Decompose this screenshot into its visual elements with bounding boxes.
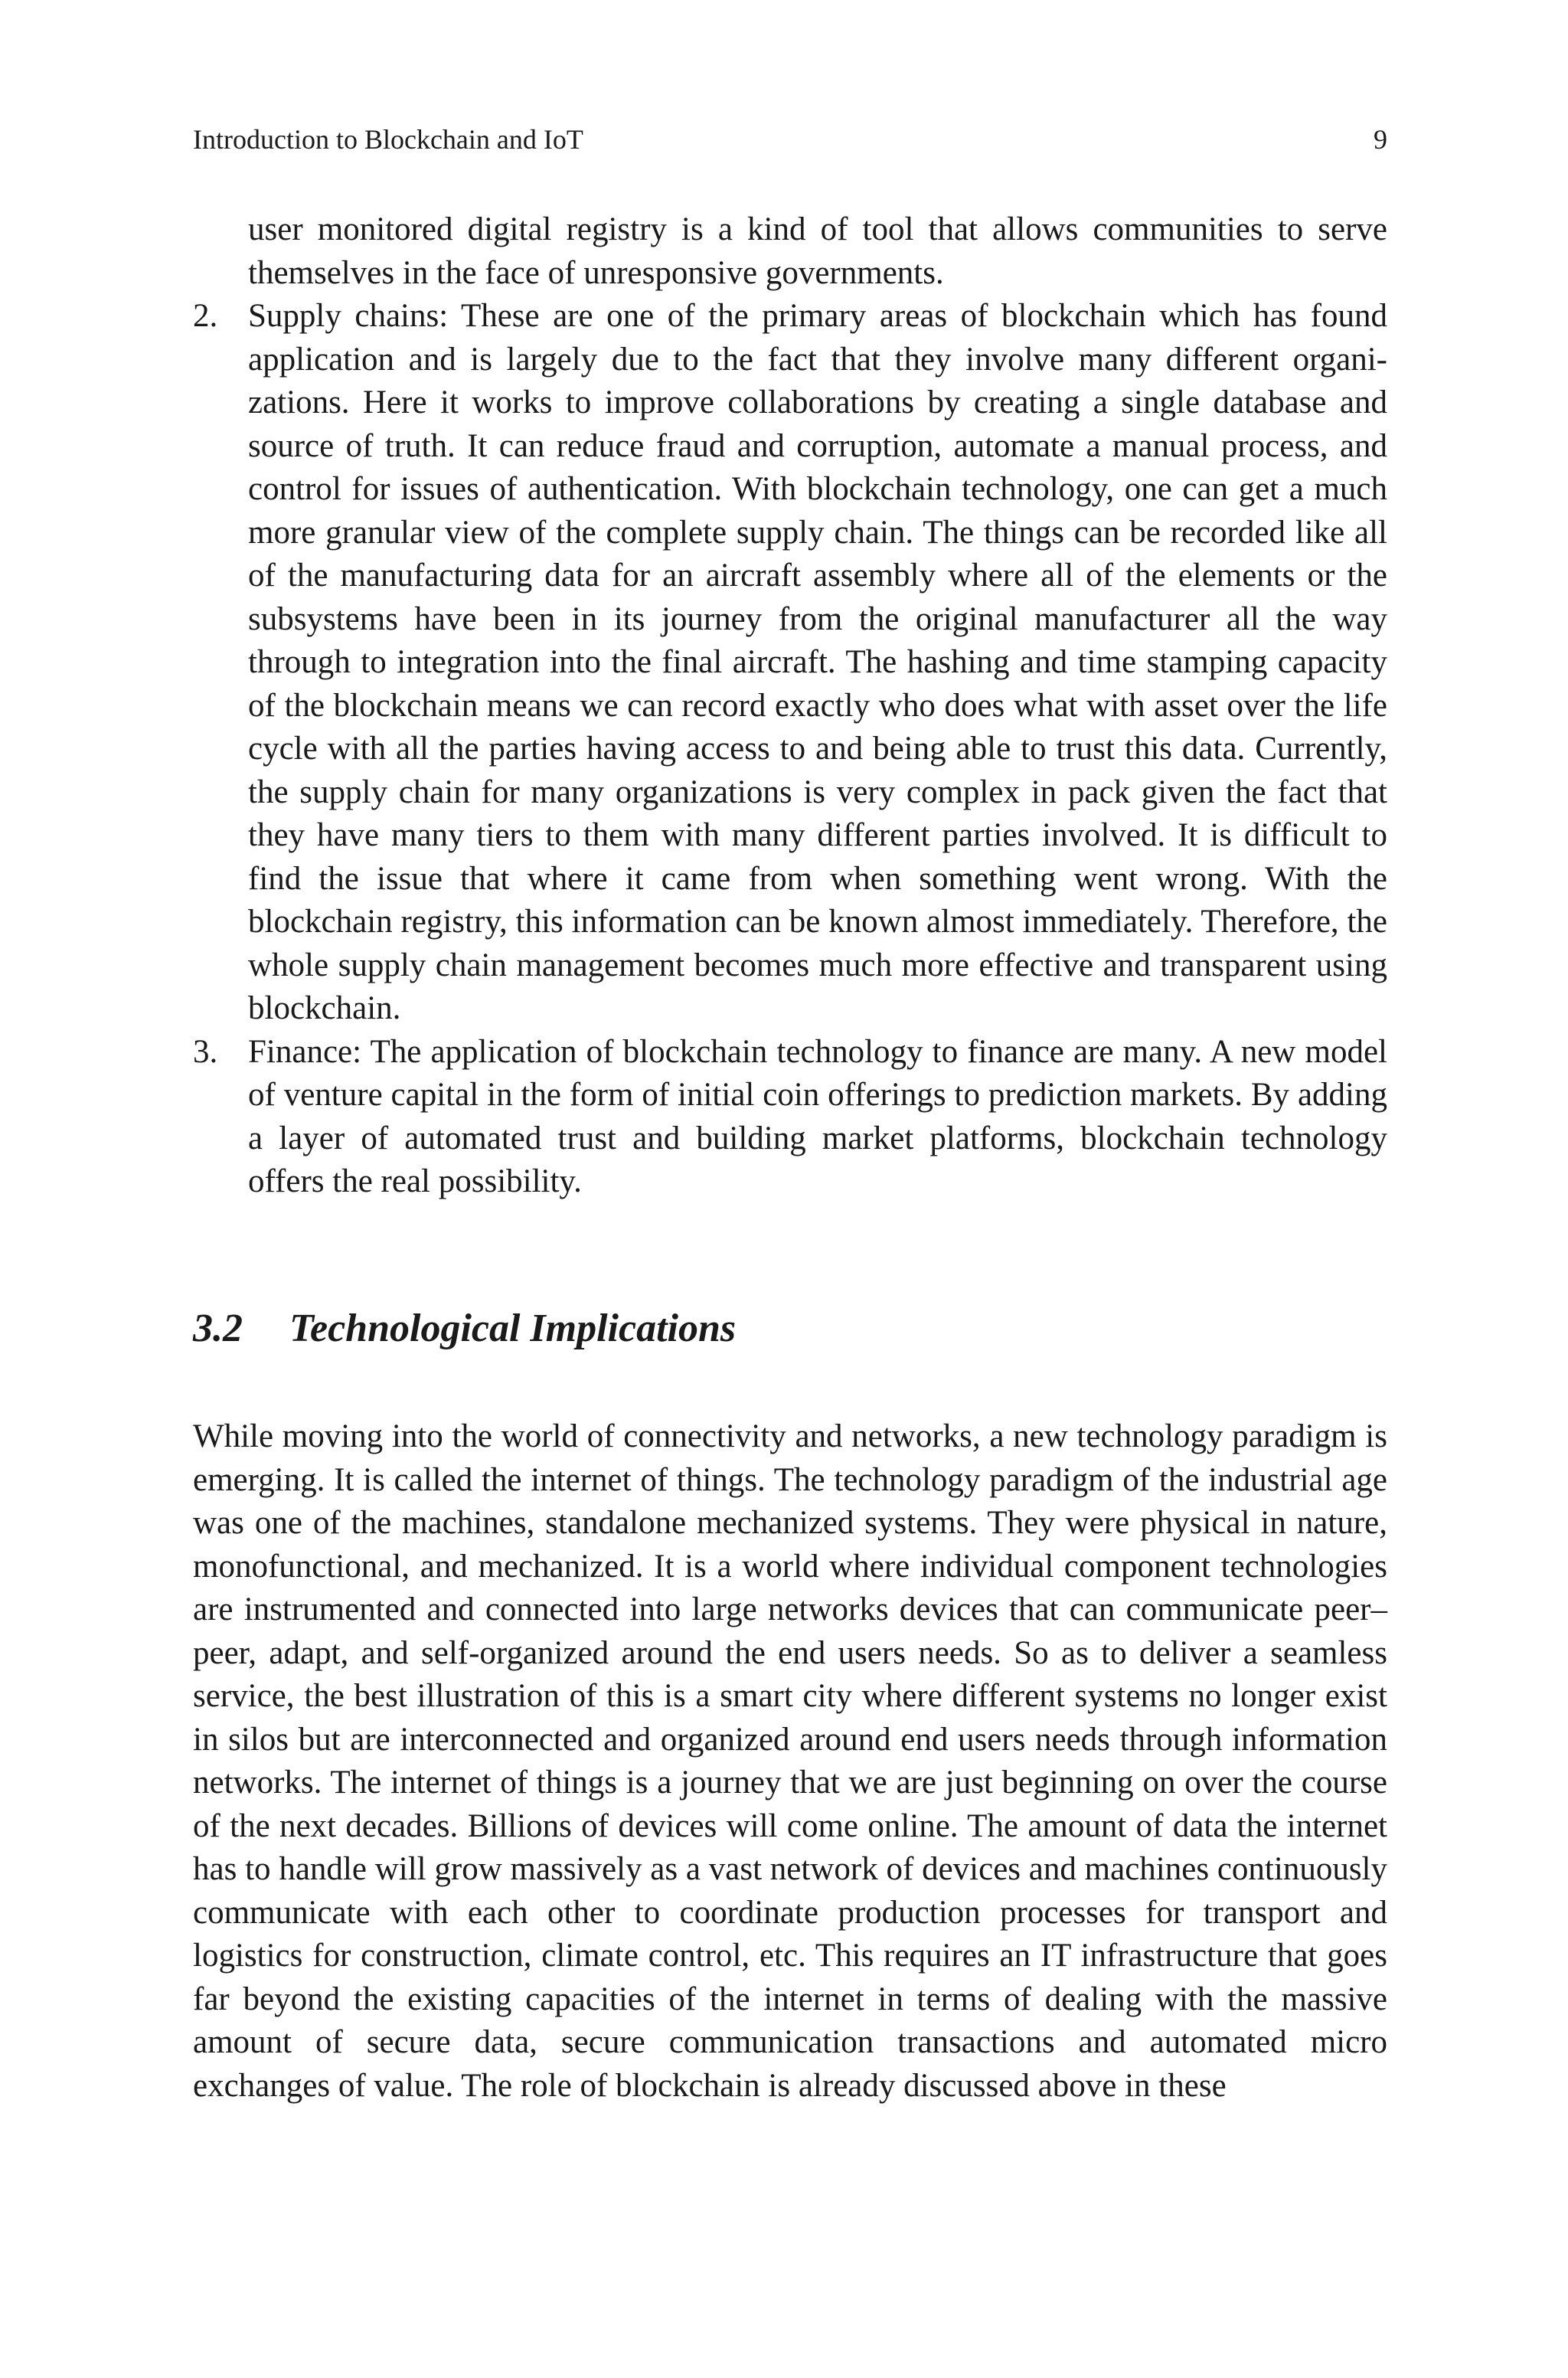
list-item-finance: [193, 1031, 1387, 1204]
page-number: 9: [1374, 124, 1387, 155]
section-body: [193, 1415, 1387, 2108]
list-item-supply-chains: [193, 295, 1387, 1031]
list-item-text: user monitored digital registry is a kind of tool that allows communities to serve themselves in the face of unresponsive governments.: [248, 211, 1387, 291]
running-header: [193, 121, 1387, 158]
section-title: Technological Implications: [289, 1307, 737, 1350]
list-item-number: 2.: [193, 298, 218, 334]
numbered-list: [193, 208, 1387, 1204]
body-paragraph: While moving into the world of connectivity and networks, a new technology paradigm is emerging. It is called the internet of things. The technology paradigm of the industrial age was one of the machines, standalone mechanized systems. They were physical in nature, monofunctional, and mechanized. It is a world where individual component technologies are instrumented and connected into large networks devices that can communicate peer–peer, adapt, and self-organized around the end users needs. So as to deliver a seamless service, the best illustration of this is a smart city where different systems no longer exist in silos but are interconnected and organized around end users needs through information networks. The internet of things is a journey that we are just beginning on over the course of the next decades. Billions of devices will come online. The amount of data the internet has to handle will grow massively as a vast network of devices and machines continuously communicate with each other to coordinate production processes for transport and logistics for construction, climate control, etc. This requires an IT infrastructure that goes far beyond the existing capacities of the internet in terms of dealing with the massive amount of secure data, secure communication transactions and automated micro exchanges of value. The role of blockchain is already discussed above in these: [193, 1418, 1387, 2104]
list-item-continuation: [193, 208, 1387, 295]
section-heading: [193, 1304, 736, 1353]
list-item-text: Finance: The application of blockchain technology to finance are many. A new model of venture capital in the form of initial coin offerings to prediction markets. By adding a layer of automated trust and building market platforms, blockchain technology offers the real possibility.: [248, 1033, 1387, 1199]
section-number: 3.2: [193, 1307, 243, 1350]
list-item-number: 3.: [193, 1033, 218, 1070]
list-item-text: Supply chains: These are one of the primary areas of blockchain which has found application and is largely due to the fact that they involve many different organizations. Here it works to improve collaborations by creating a single database and source of truth. It can reduce fraud and corruption, automate a manual process, and control for issues of authentication. With blockchain technology, one can get a much more granular view of the complete supply chain. The things can be recorded like all of the manufacturing data for an aircraft assembly where all of the elements or the subsystems have been in its journey from the original manufacturer all the way through to integration into the final aircraft. The hashing and time stamping capacity of the blockchain means we can record exactly who does what with asset over the life cycle with all the parties having access to and being able to trust this data. Currently, the supply chain for many organizations is very complex in pack given the fact that they have many tiers to them with many different parties involved. It is difficult to find the issue that where it came from when something went wrong. With the blockchain registry, this information can be known almost immediately. Therefore, the whole supply chain management becomes much more effective and transparent using blockchain.: [248, 298, 1387, 1026]
running-title: Introduction to Blockchain and IoT: [193, 124, 583, 155]
